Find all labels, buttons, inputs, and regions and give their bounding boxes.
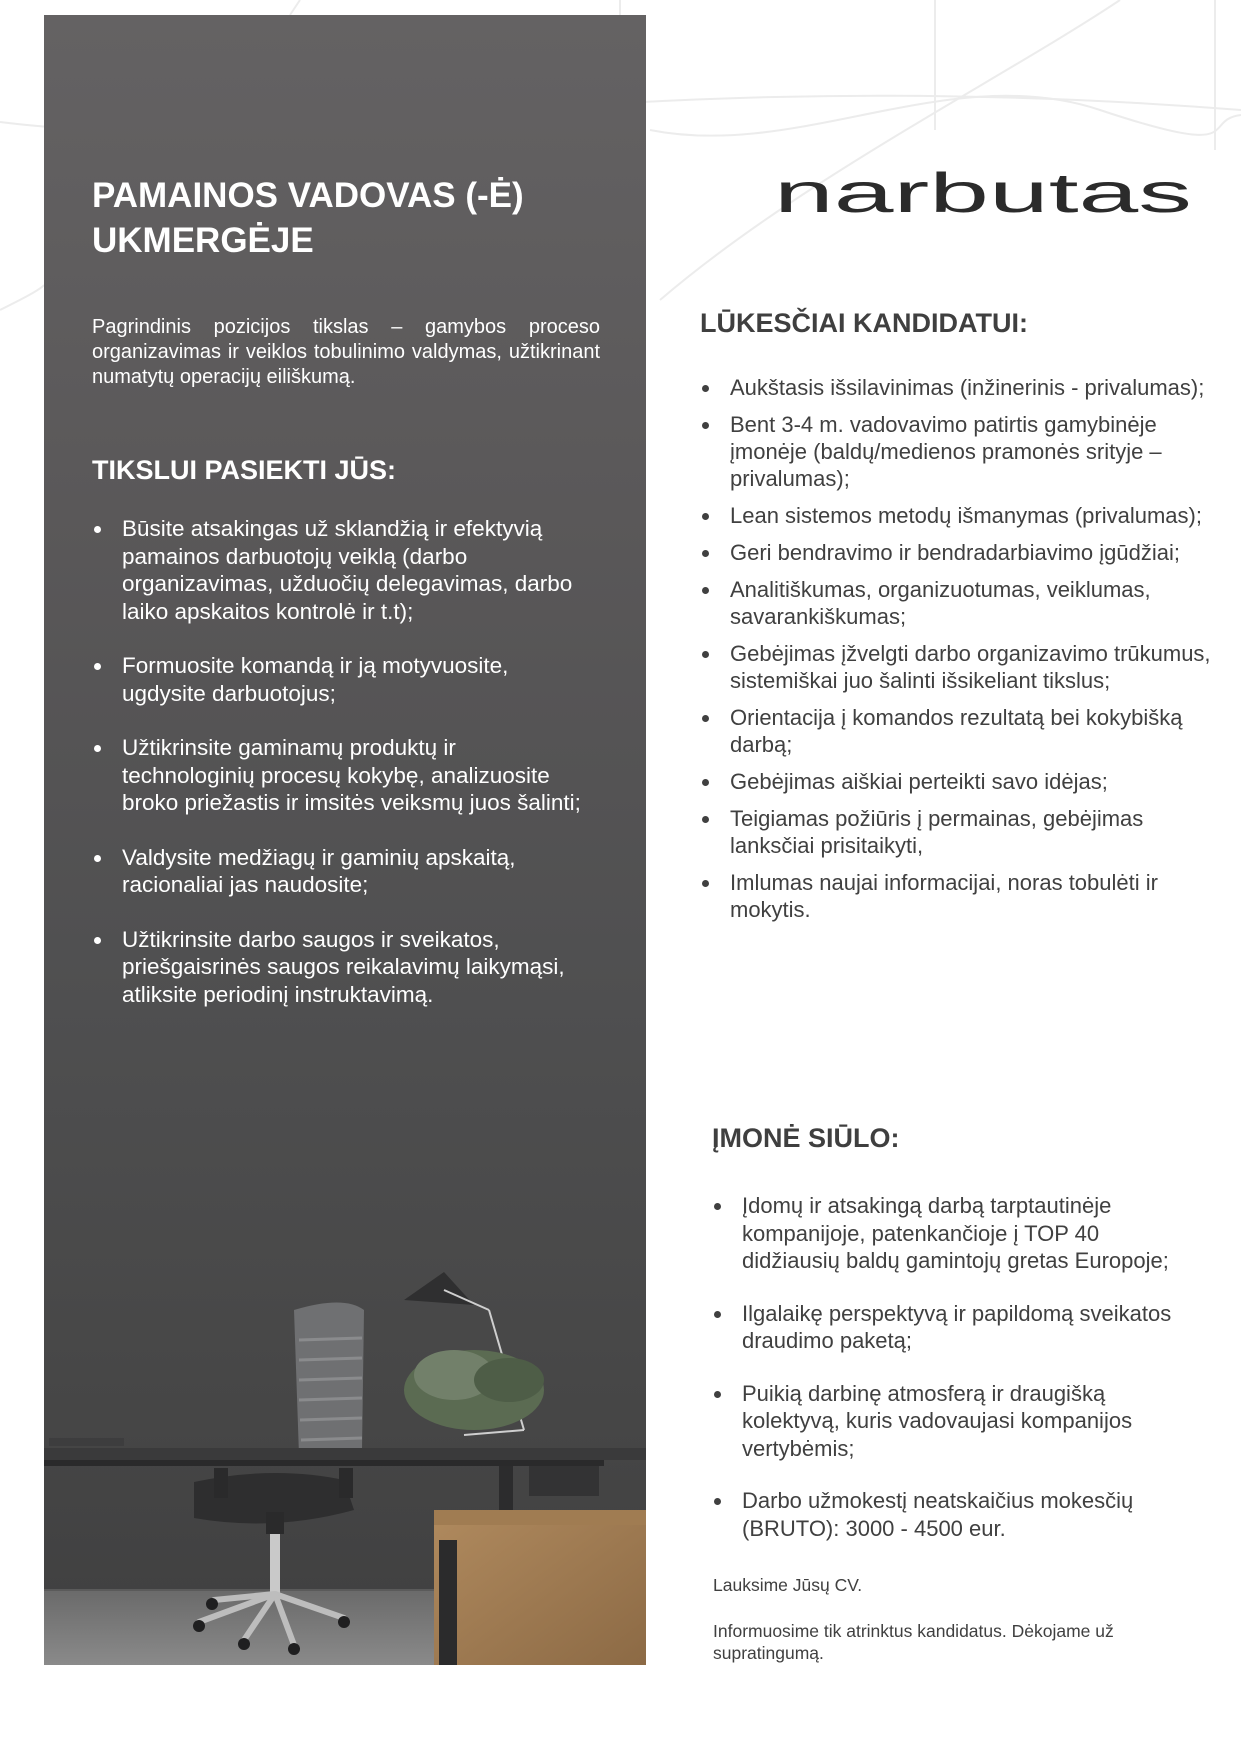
list-item-text: Lean sistemos metodų išmanymas (privalumas); <box>730 503 1202 528</box>
job-title-line: PAMAINOS VADOVAS (-Ė) <box>92 176 524 215</box>
logo-wordmark: narbutas <box>774 170 1192 218</box>
list-item <box>700 374 1220 401</box>
bullet-icon <box>94 526 101 533</box>
list-item-text: Ilgalaikę perspektyvą ir papildomą sveikatos draudimo paketą; <box>742 1300 1172 1353</box>
list-item-text: Įdomų ir atsakingą darbą tarptautinėje kompanijoje, patenkančioje į TOP 40 didžiausių baldų gamintojų gretas Europoje; <box>742 1193 1169 1273</box>
list-item <box>92 652 592 707</box>
list-item <box>700 411 1220 492</box>
job-title <box>92 173 612 263</box>
list-item-text: Teigiamas požiūris į permainas, gebėjimas lanksčiai prisitaikyti, <box>730 806 1144 858</box>
list-item-text: Užtikrinsite darbo saugos ir sveikatos, priešgaisrinės saugos reikalavimų laikymąsi, atliksite periodinį instruktavimą. <box>122 926 565 1007</box>
list-item-text: Orientacija į komandos rezultatą bei kokybišką darbą; <box>730 705 1183 757</box>
offer-list <box>712 1192 1182 1567</box>
list-item <box>92 515 592 625</box>
bullet-icon <box>702 880 709 887</box>
bullet-icon <box>702 513 709 520</box>
list-item <box>700 640 1220 694</box>
list-item <box>700 502 1220 529</box>
bullet-icon <box>714 1203 721 1210</box>
cv-note: Lauksime Jūsų CV. <box>713 1575 863 1595</box>
bullet-icon <box>702 587 709 594</box>
list-item <box>92 926 592 1009</box>
list-item-text: Darbo užmokestį neatskaičius mokesčių (BRUTO): 3000 - 4500 eur. <box>742 1488 1134 1541</box>
list-item <box>712 1300 1182 1355</box>
list-item <box>700 704 1220 758</box>
bullet-icon <box>94 937 101 944</box>
expectations-list <box>700 374 1220 933</box>
list-item-text: Būsite atsakingas už sklandžią ir efektyvią pamainos darbuotojų veiklą (darbo organizavimas, užduočių delegavimas, darbo laiko apskaitos kontrolė ir t.t); <box>122 516 573 624</box>
list-item <box>712 1192 1182 1275</box>
list-item-text: Užtikrinsite gaminamų produktų ir technologinių procesų kokybę, analizuosite broko priežastis ir imsitės veiksmų juos šalinti; <box>122 735 581 815</box>
list-item <box>700 576 1220 630</box>
list-item <box>712 1487 1182 1542</box>
bullet-icon <box>714 1498 721 1505</box>
list-item <box>700 768 1220 795</box>
bullet-icon <box>714 1311 721 1318</box>
list-item-text: Gebėjimas įžvelgti darbo organizavimo trūkumus, sistemiškai juo šalinti išsikeliant tikslus; <box>730 641 1211 693</box>
bullet-icon <box>94 663 101 670</box>
bullet-icon <box>702 779 709 786</box>
list-item-text: Formuosite komandą ir ją motyvuosite, ugdysite darbuotojus; <box>122 653 509 706</box>
list-item-text: Analitiškumas, organizuotumas, veiklumas, savarankiškumas; <box>730 577 1151 629</box>
list-item <box>92 844 592 899</box>
list-item <box>700 805 1220 859</box>
list-item <box>712 1380 1182 1463</box>
list-item-text: Gebėjimas aiškiai perteikti savo idėjas; <box>730 769 1108 794</box>
bullet-icon <box>702 816 709 823</box>
responsibilities-heading: TIKSLUI PASIEKTI JŪS: <box>92 455 397 485</box>
offer-heading: ĮMONĖ SIŪLO: <box>712 1123 900 1153</box>
list-item-text: Bent 3-4 m. vadovavimo patirtis gamybinėje įmonėje (baldų/medienos pramonės srityje – privalumas); <box>730 412 1162 491</box>
bullet-icon <box>702 715 709 722</box>
list-item <box>700 869 1220 923</box>
bullet-icon <box>94 855 101 862</box>
selection-note: Informuosime tik atrinktus kandidatus. Dėkojame už supratingumą. <box>713 1621 1114 1663</box>
position-purpose: Pagrindinis pozicijos tikslas – gamybos proceso organizavimas ir veiklos tobulinimo valdymas, užtikrinant numatytų operacijų eiliškumą. <box>92 316 600 388</box>
left-panel <box>44 15 646 1665</box>
list-item-text: Imlumas naujai informacijai, noras tobulėti ir mokytis. <box>730 870 1158 922</box>
list-item-text: Puikią darbinę atmosferą ir draugišką kolektyvą, kuris vadovaujasi kompanijos vertybėmis; <box>742 1380 1133 1461</box>
bullet-icon <box>702 651 709 658</box>
bullet-icon <box>714 1391 721 1398</box>
list-item-text: Aukštasis išsilavinimas (inžinerinis - privalumas); <box>730 375 1205 400</box>
list-item-text: Valdysite medžiagų ir gaminių apskaitą, racionaliai jas naudosite; <box>122 844 516 897</box>
office-desk-image <box>44 1250 646 1665</box>
list-item <box>92 734 592 817</box>
list-item-text: Geri bendravimo ir bendradarbiavimo įgūdžiai; <box>730 540 1181 565</box>
list-item <box>700 539 1220 566</box>
bullet-icon <box>702 422 709 429</box>
narbutas-logo <box>774 170 1192 218</box>
bullet-icon <box>702 385 709 392</box>
bullet-icon <box>702 550 709 557</box>
bullet-icon <box>94 745 101 752</box>
job-title-line: UKMERGĖJE <box>92 221 314 260</box>
responsibilities-list <box>92 515 592 1035</box>
expectations-heading: LŪKESČIAI KANDIDATUI: <box>700 308 1028 338</box>
